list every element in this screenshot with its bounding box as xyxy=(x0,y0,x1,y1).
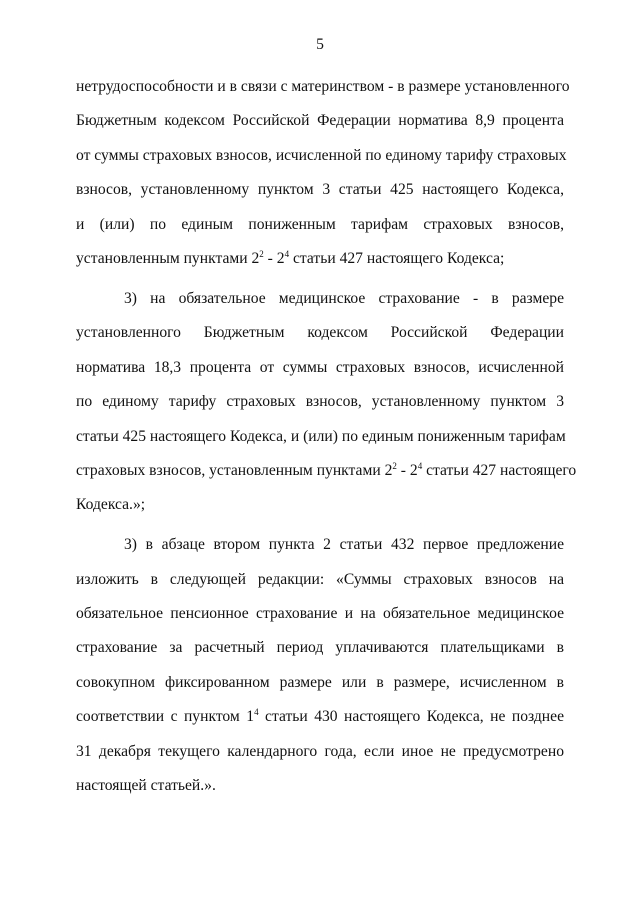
page-number: 5 xyxy=(316,36,324,53)
text-fragment: установленным пунктами 2 xyxy=(76,249,260,267)
text-fragment: страховых взносов, установленным пунктами 2 xyxy=(76,461,393,479)
text-line: взносов, установленному пунктом 3 статьи 425 настоящего Кодекса, xyxy=(76,181,564,199)
superscript: 4 xyxy=(284,248,290,259)
text-line: изложить в следующей редакции: «Суммы страховых взносов на xyxy=(76,570,564,588)
superscript: 4 xyxy=(254,707,259,718)
text-fragment: соответствии с пунктом 1 xyxy=(76,708,255,726)
text-line: 3) в абзаце втором пункта 2 статьи 432 первое предложение xyxy=(124,536,564,554)
text-line: и (или) по единым пониженным тарифам страховых взносов, xyxy=(76,215,564,233)
superscript: 2 xyxy=(259,248,264,259)
text-line: от суммы страховых взносов, исчисленной по единому тарифу страховых xyxy=(76,146,567,164)
text-line: страхование за расчетный период уплачиваются плательщиками в xyxy=(76,639,564,657)
document-body xyxy=(76,70,577,803)
text-fragment: статьи 427 настоящего xyxy=(422,461,577,479)
text-line: 31 декабря текущего календарного года, если иное не предусмотрено xyxy=(76,742,564,760)
text-fragment: - 2 xyxy=(396,461,418,479)
text-line: Бюджетным кодексом Российской Федерации норматива 8,9 процента xyxy=(76,112,564,130)
superscript: 2 xyxy=(392,460,397,471)
text-line: совокупном фиксированном размере или в размере, исчисленном в xyxy=(76,673,564,691)
superscript: 4 xyxy=(417,460,423,471)
text-line xyxy=(76,242,564,276)
text-line: установленного Бюджетным кодексом Российской Федерации xyxy=(76,324,564,342)
text-line: настоящей статьей.». xyxy=(76,777,216,794)
text-line xyxy=(76,454,577,488)
text-line: 3) на обязательное медицинское страхование - в размере xyxy=(124,289,564,307)
text-line: по единому тарифу страховых взносов, установленному пунктом 3 xyxy=(76,393,564,411)
text-fragment: статьи 430 настоящего Кодекса, не позднее xyxy=(258,708,564,726)
text-line: обязательное пенсионное страхование и на обязательное медицинское xyxy=(76,605,564,623)
text-line: нетрудоспособности и в связи с материнством - в размере установленного xyxy=(76,78,570,95)
text-line: Кодекса.»; xyxy=(76,496,146,514)
text-fragment: статьи 427 настоящего Кодекса; xyxy=(289,249,505,267)
text-line: норматива 18,3 процента от суммы страховых взносов, исчисленной xyxy=(76,358,564,376)
text-fragment: - 2 xyxy=(263,249,285,267)
text-line xyxy=(76,700,564,734)
text-line: статьи 425 настоящего Кодекса, и (или) по единым пониженным тарифам xyxy=(76,427,566,445)
